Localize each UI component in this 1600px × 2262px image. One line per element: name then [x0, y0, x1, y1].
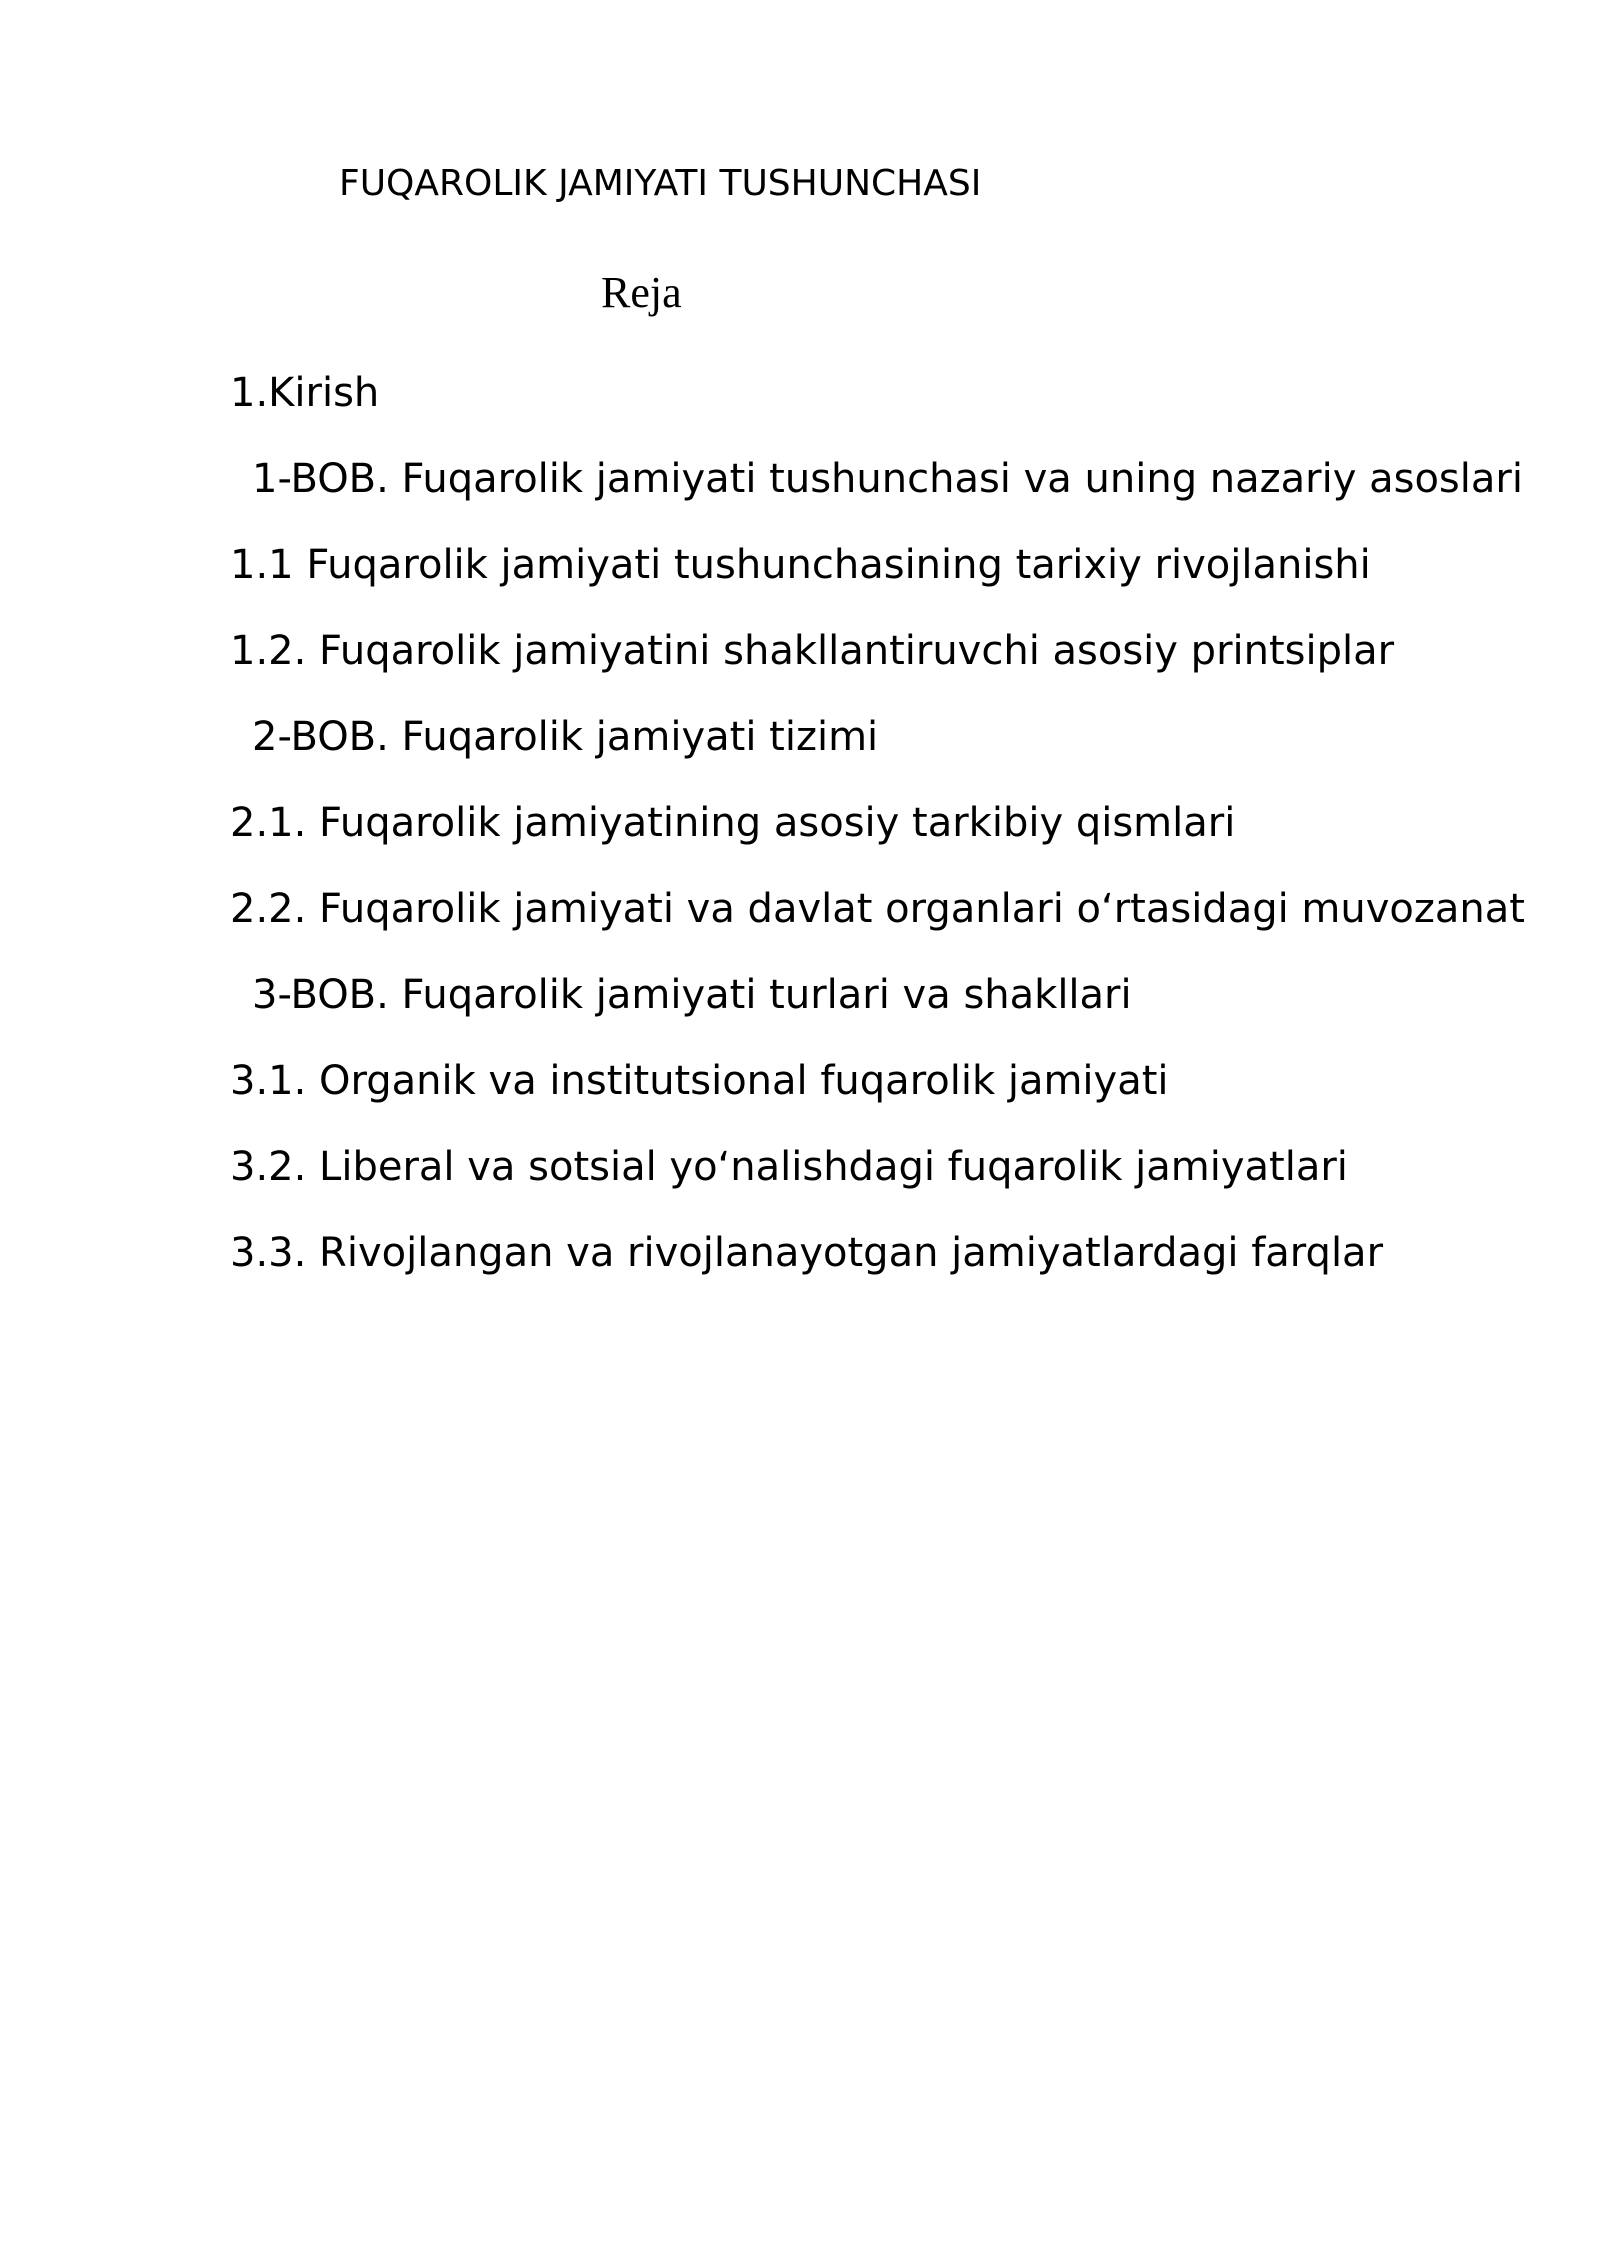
- toc-item-2-2: 2.2. Fuqarolik jamiyati va davlat organlari oʻrtasidagi muvozanat: [230, 886, 1525, 932]
- plan-heading: Reja: [601, 268, 682, 317]
- toc-item-3-3: 3.3. Rivojlangan va rivojlanayotgan jamiyatlardagi farqlar: [230, 1230, 1384, 1276]
- toc-item-2-1: 2.1. Fuqarolik jamiyatining asosiy tarkibiy qismlari: [230, 800, 1236, 846]
- toc-chapter-2: 2-BOB. Fuqarolik jamiyati tizimi: [252, 714, 879, 760]
- toc-item-3-2: 3.2. Liberal va sotsial yoʻnalishdagi fuqarolik jamiyatlari: [230, 1144, 1348, 1190]
- toc-chapter-3: 3-BOB. Fuqarolik jamiyati turlari va shakllari: [252, 972, 1132, 1018]
- toc-item-1-1: 1.1 Fuqarolik jamiyati tushunchasining tarixiy rivojlanishi: [230, 542, 1371, 588]
- toc-item-3-1: 3.1. Organik va institutsional fuqarolik jamiyati: [230, 1058, 1169, 1104]
- toc-item-1-2: 1.2. Fuqarolik jamiyatini shakllantiruvchi asosiy printsiplar: [230, 628, 1395, 674]
- document-title: FUQAROLIK JAMIYATI TUSHUNCHASI: [339, 163, 982, 204]
- toc-chapter-1: 1-BOB. Fuqarolik jamiyati tushunchasi va uning nazariy asoslari: [252, 456, 1523, 502]
- table-of-contents: [230, 367, 1525, 1313]
- toc-item-introduction: 1.Kirish: [230, 370, 380, 416]
